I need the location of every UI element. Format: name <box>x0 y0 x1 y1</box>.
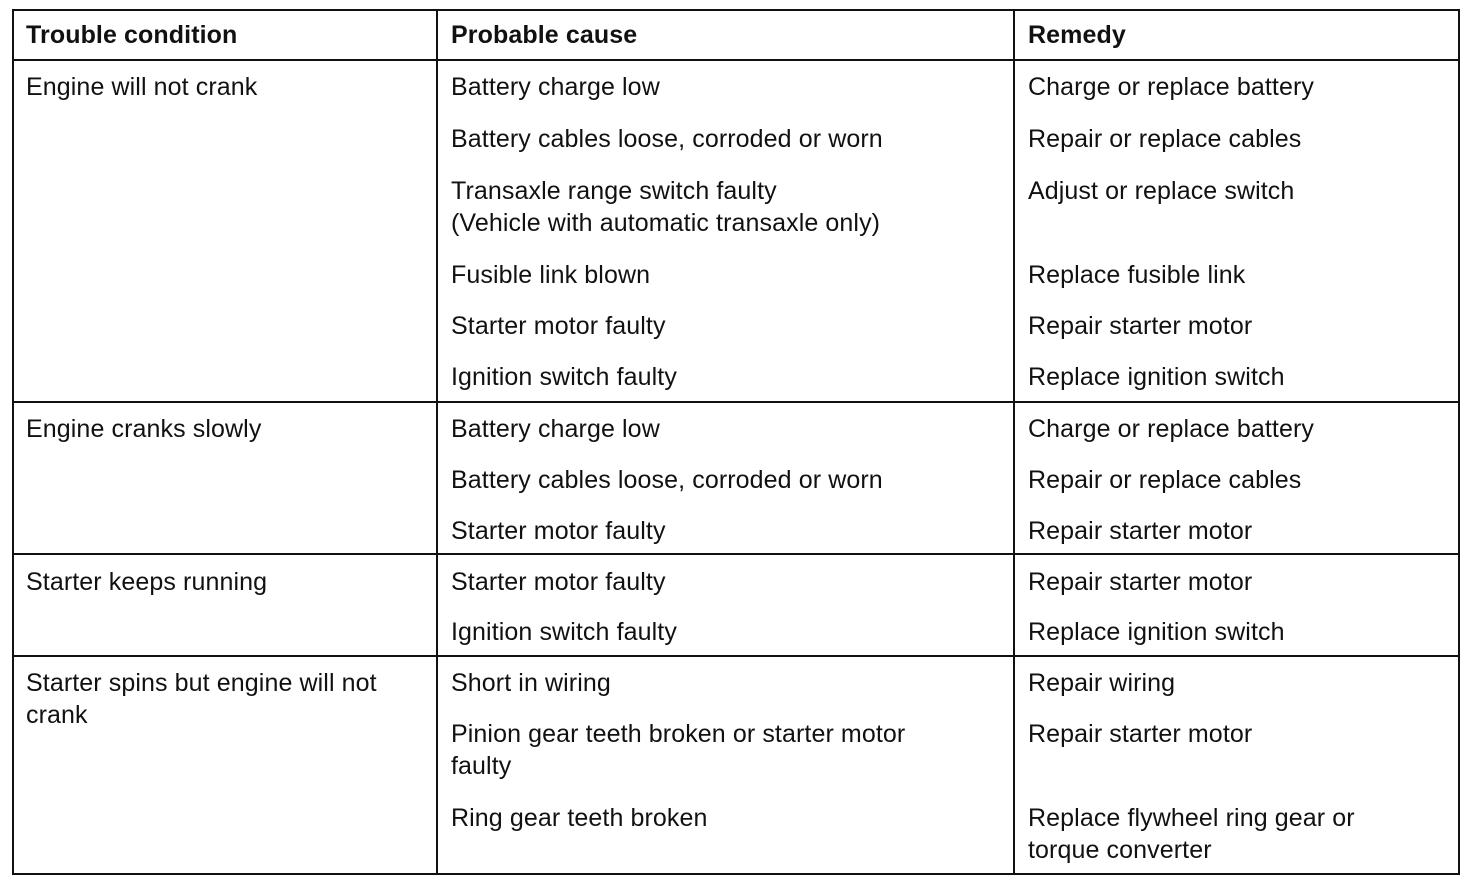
remedy-cell: Replace ignition switch <box>1028 363 1285 391</box>
cause-cell: Fusible link blown <box>451 261 651 289</box>
cause-cell: Ignition switch faulty <box>451 363 677 391</box>
remedy-cell: Repair starter motor <box>1028 568 1253 596</box>
cause-cell: Battery cables loose, corroded or worn <box>451 466 883 494</box>
condition-engine-cranks-slowly: Engine cranks slowly <box>26 415 262 443</box>
cause-cell: Pinion gear teeth broken or starter motor <box>451 720 906 748</box>
remedy-cell: Charge or replace battery <box>1028 73 1314 101</box>
cause-cell: Ignition switch faulty <box>451 618 677 646</box>
header-divider <box>14 59 1458 61</box>
condition-starter-spins: Starter spins but engine will not <box>26 669 377 697</box>
remedy-cell: Repair starter motor <box>1028 312 1253 340</box>
cause-cell: Battery charge low <box>451 415 660 443</box>
cause-cell: Starter motor faulty <box>451 312 666 340</box>
group-divider-2 <box>14 553 1458 555</box>
remedy-cell: Adjust or replace switch <box>1028 177 1295 205</box>
cause-cell: Transaxle range switch faulty <box>451 177 777 205</box>
remedy-cell: Repair or replace cables <box>1028 466 1302 494</box>
column-divider-remedy <box>1013 11 1015 873</box>
remedy-cell: Replace fusible link <box>1028 261 1246 289</box>
header-trouble-condition: Trouble condition <box>26 21 238 49</box>
remedy-cell: Repair starter motor <box>1028 517 1253 545</box>
cause-cell: Starter motor faulty <box>451 568 666 596</box>
remedy-cell: Replace flywheel ring gear or <box>1028 804 1355 832</box>
remedy-cell: Repair wiring <box>1028 669 1176 697</box>
cause-cell: Battery cables loose, corroded or worn <box>451 125 883 153</box>
header-probable-cause: Probable cause <box>451 21 638 49</box>
condition-starter-keeps-running: Starter keeps running <box>26 568 268 596</box>
remedy-cell-line2: torque converter <box>1028 836 1212 864</box>
condition-engine-will-not-crank: Engine will not crank <box>26 73 258 101</box>
group-divider-1 <box>14 401 1458 403</box>
cause-cell: Starter motor faulty <box>451 517 666 545</box>
remedy-cell: Repair starter motor <box>1028 720 1253 748</box>
remedy-cell: Repair or replace cables <box>1028 125 1302 153</box>
cause-cell-line2: faulty <box>451 752 512 780</box>
cause-cell: Short in wiring <box>451 669 611 697</box>
remedy-cell: Replace ignition switch <box>1028 618 1285 646</box>
remedy-cell: Charge or replace battery <box>1028 415 1314 443</box>
cause-cell: Battery charge low <box>451 73 660 101</box>
cause-cell: Ring gear teeth broken <box>451 804 708 832</box>
condition-starter-spins-line2: crank <box>26 701 88 729</box>
cause-cell-line2: (Vehicle with automatic transaxle only) <box>451 209 881 237</box>
column-divider-cause <box>436 11 438 873</box>
group-divider-3 <box>14 655 1458 657</box>
header-remedy: Remedy <box>1028 21 1126 49</box>
